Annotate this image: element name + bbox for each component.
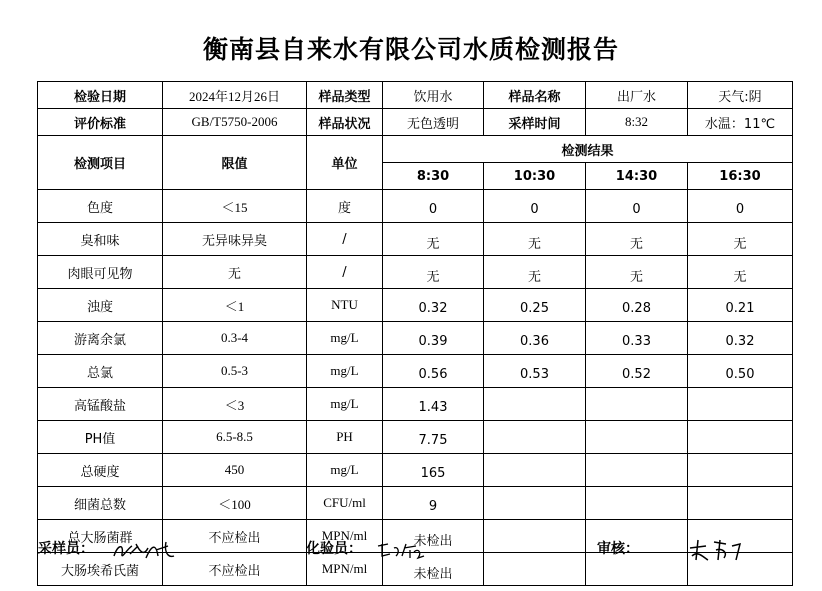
reviewer-signature xyxy=(686,536,746,564)
result-cell: 0 xyxy=(586,190,688,223)
header-row-1 xyxy=(38,136,793,163)
item-cell: 大肠埃希氏菌 xyxy=(38,553,163,586)
name-label: 样品名称 xyxy=(484,82,586,109)
table-row xyxy=(38,190,793,223)
result-cell xyxy=(688,421,793,454)
result-cell: 无 xyxy=(688,223,793,256)
result-cell xyxy=(484,454,586,487)
unit-cell: mg/L xyxy=(307,322,383,355)
header-results: 检测结果 xyxy=(383,136,793,163)
table-row xyxy=(38,487,793,520)
unit-cell: 度 xyxy=(307,190,383,223)
result-cell xyxy=(688,388,793,421)
sample-time-label: 采样时间 xyxy=(484,109,586,136)
report-table xyxy=(37,81,793,586)
result-cell: 0 xyxy=(688,190,793,223)
result-cell xyxy=(484,520,586,553)
item-cell: PH值 xyxy=(38,421,163,454)
result-cell: 0.33 xyxy=(586,322,688,355)
unit-cell: / xyxy=(307,223,383,256)
unit-cell: MPN/ml xyxy=(307,520,383,553)
item-cell: 浊度 xyxy=(38,289,163,322)
result-cell: 0.53 xyxy=(484,355,586,388)
result-cell: 无 xyxy=(484,223,586,256)
result-cell: 无 xyxy=(586,223,688,256)
result-cell: 0.56 xyxy=(383,355,484,388)
tester-signature xyxy=(372,538,452,562)
unit-cell: CFU/ml xyxy=(307,487,383,520)
result-cell: 无 xyxy=(383,223,484,256)
result-cell xyxy=(484,388,586,421)
item-cell: 总氯 xyxy=(38,355,163,388)
date-value: 2024年12月26日 xyxy=(163,82,307,109)
unit-cell: NTU xyxy=(307,289,383,322)
result-cell: 0.28 xyxy=(586,289,688,322)
info-row-2 xyxy=(38,109,793,136)
sampler-signature xyxy=(110,538,180,564)
unit-cell: MPN/ml xyxy=(307,553,383,586)
result-cell: 无 xyxy=(688,256,793,289)
tester-label: 化验员： xyxy=(306,541,362,557)
header-limit: 限值 xyxy=(163,136,307,190)
result-cell: 0.36 xyxy=(484,322,586,355)
result-cell xyxy=(484,421,586,454)
item-cell: 总硬度 xyxy=(38,454,163,487)
result-cell xyxy=(586,454,688,487)
result-cell: 0 xyxy=(383,190,484,223)
info-row-1 xyxy=(38,82,793,109)
date-label: 检验日期 xyxy=(38,82,163,109)
header-time: 14:30 xyxy=(586,163,688,190)
item-cell: 游离余氯 xyxy=(38,322,163,355)
result-cell: 1.43 xyxy=(383,388,484,421)
item-cell: 色度 xyxy=(38,190,163,223)
result-cell xyxy=(484,487,586,520)
header-time: 8:30 xyxy=(383,163,484,190)
limit-cell: 不应检出 xyxy=(163,520,307,553)
limit-cell: 0.5-3 xyxy=(163,355,307,388)
result-cell xyxy=(688,487,793,520)
unit-cell: / xyxy=(307,256,383,289)
unit-cell: mg/L xyxy=(307,454,383,487)
status-label: 样品状况 xyxy=(307,109,383,136)
header-unit: 单位 xyxy=(307,136,383,190)
table-row xyxy=(38,454,793,487)
sample-time-value: 8:32 xyxy=(586,109,688,136)
result-cell: 无 xyxy=(586,256,688,289)
result-cell: 无 xyxy=(484,256,586,289)
table-row xyxy=(38,421,793,454)
result-cell xyxy=(484,553,586,586)
result-cell: 0.39 xyxy=(383,322,484,355)
result-cell: 165 xyxy=(383,454,484,487)
unit-cell: PH xyxy=(307,421,383,454)
limit-cell: 0.3-4 xyxy=(163,322,307,355)
result-cell: 0.50 xyxy=(688,355,793,388)
header-time: 10:30 xyxy=(484,163,586,190)
limit-cell: 450 xyxy=(163,454,307,487)
result-cell: 未检出 xyxy=(383,553,484,586)
table-row xyxy=(38,355,793,388)
status-value: 无色透明 xyxy=(383,109,484,136)
item-cell: 肉眼可见物 xyxy=(38,256,163,289)
limit-cell: 无 xyxy=(163,256,307,289)
sampler-label: 采样员： xyxy=(38,541,94,557)
result-cell: 无 xyxy=(383,256,484,289)
report-title: 衡南县自来水有限公司水质检测报告 xyxy=(202,35,619,64)
unit-cell: mg/L xyxy=(307,388,383,421)
limit-cell: 不应检出 xyxy=(163,553,307,586)
table-row xyxy=(38,388,793,421)
limit-cell: ＜1 xyxy=(163,289,307,322)
item-cell: 细菌总数 xyxy=(38,487,163,520)
weather: 天气:阴 xyxy=(688,82,793,109)
name-value: 出厂水 xyxy=(586,82,688,109)
standard-value: GB/T5750-2006 xyxy=(163,109,307,136)
standard-label: 评价标准 xyxy=(38,109,163,136)
result-cell: 7.75 xyxy=(383,421,484,454)
result-cell: 0 xyxy=(484,190,586,223)
table-row xyxy=(38,223,793,256)
water-temp: 水温：11℃ xyxy=(688,109,793,136)
limit-cell: ＜3 xyxy=(163,388,307,421)
item-cell: 高锰酸盐 xyxy=(38,388,163,421)
result-cell xyxy=(586,388,688,421)
result-cell: 0.32 xyxy=(383,289,484,322)
limit-cell: ＜15 xyxy=(163,190,307,223)
table-row xyxy=(38,289,793,322)
table-row xyxy=(38,256,793,289)
data-rows xyxy=(38,190,793,586)
result-cell: 0.25 xyxy=(484,289,586,322)
result-cell: 0.21 xyxy=(688,289,793,322)
item-cell: 臭和味 xyxy=(38,223,163,256)
type-label: 样品类型 xyxy=(307,82,383,109)
limit-cell: ＜100 xyxy=(163,487,307,520)
table-row xyxy=(38,322,793,355)
result-cell xyxy=(586,421,688,454)
header-item: 检测项目 xyxy=(38,136,163,190)
unit-cell: mg/L xyxy=(307,355,383,388)
limit-cell: 6.5-8.5 xyxy=(163,421,307,454)
limit-cell: 无异味异臭 xyxy=(163,223,307,256)
reviewer-label: 审核： xyxy=(597,541,639,557)
result-cell: 0.32 xyxy=(688,322,793,355)
result-cell xyxy=(586,487,688,520)
result-cell: 0.52 xyxy=(586,355,688,388)
header-time: 16:30 xyxy=(688,163,793,190)
type-value: 饮用水 xyxy=(383,82,484,109)
result-cell: 9 xyxy=(383,487,484,520)
result-cell xyxy=(688,454,793,487)
result-cell: 未检出 xyxy=(383,520,484,553)
item-cell: 总大肠菌群 xyxy=(38,520,163,553)
